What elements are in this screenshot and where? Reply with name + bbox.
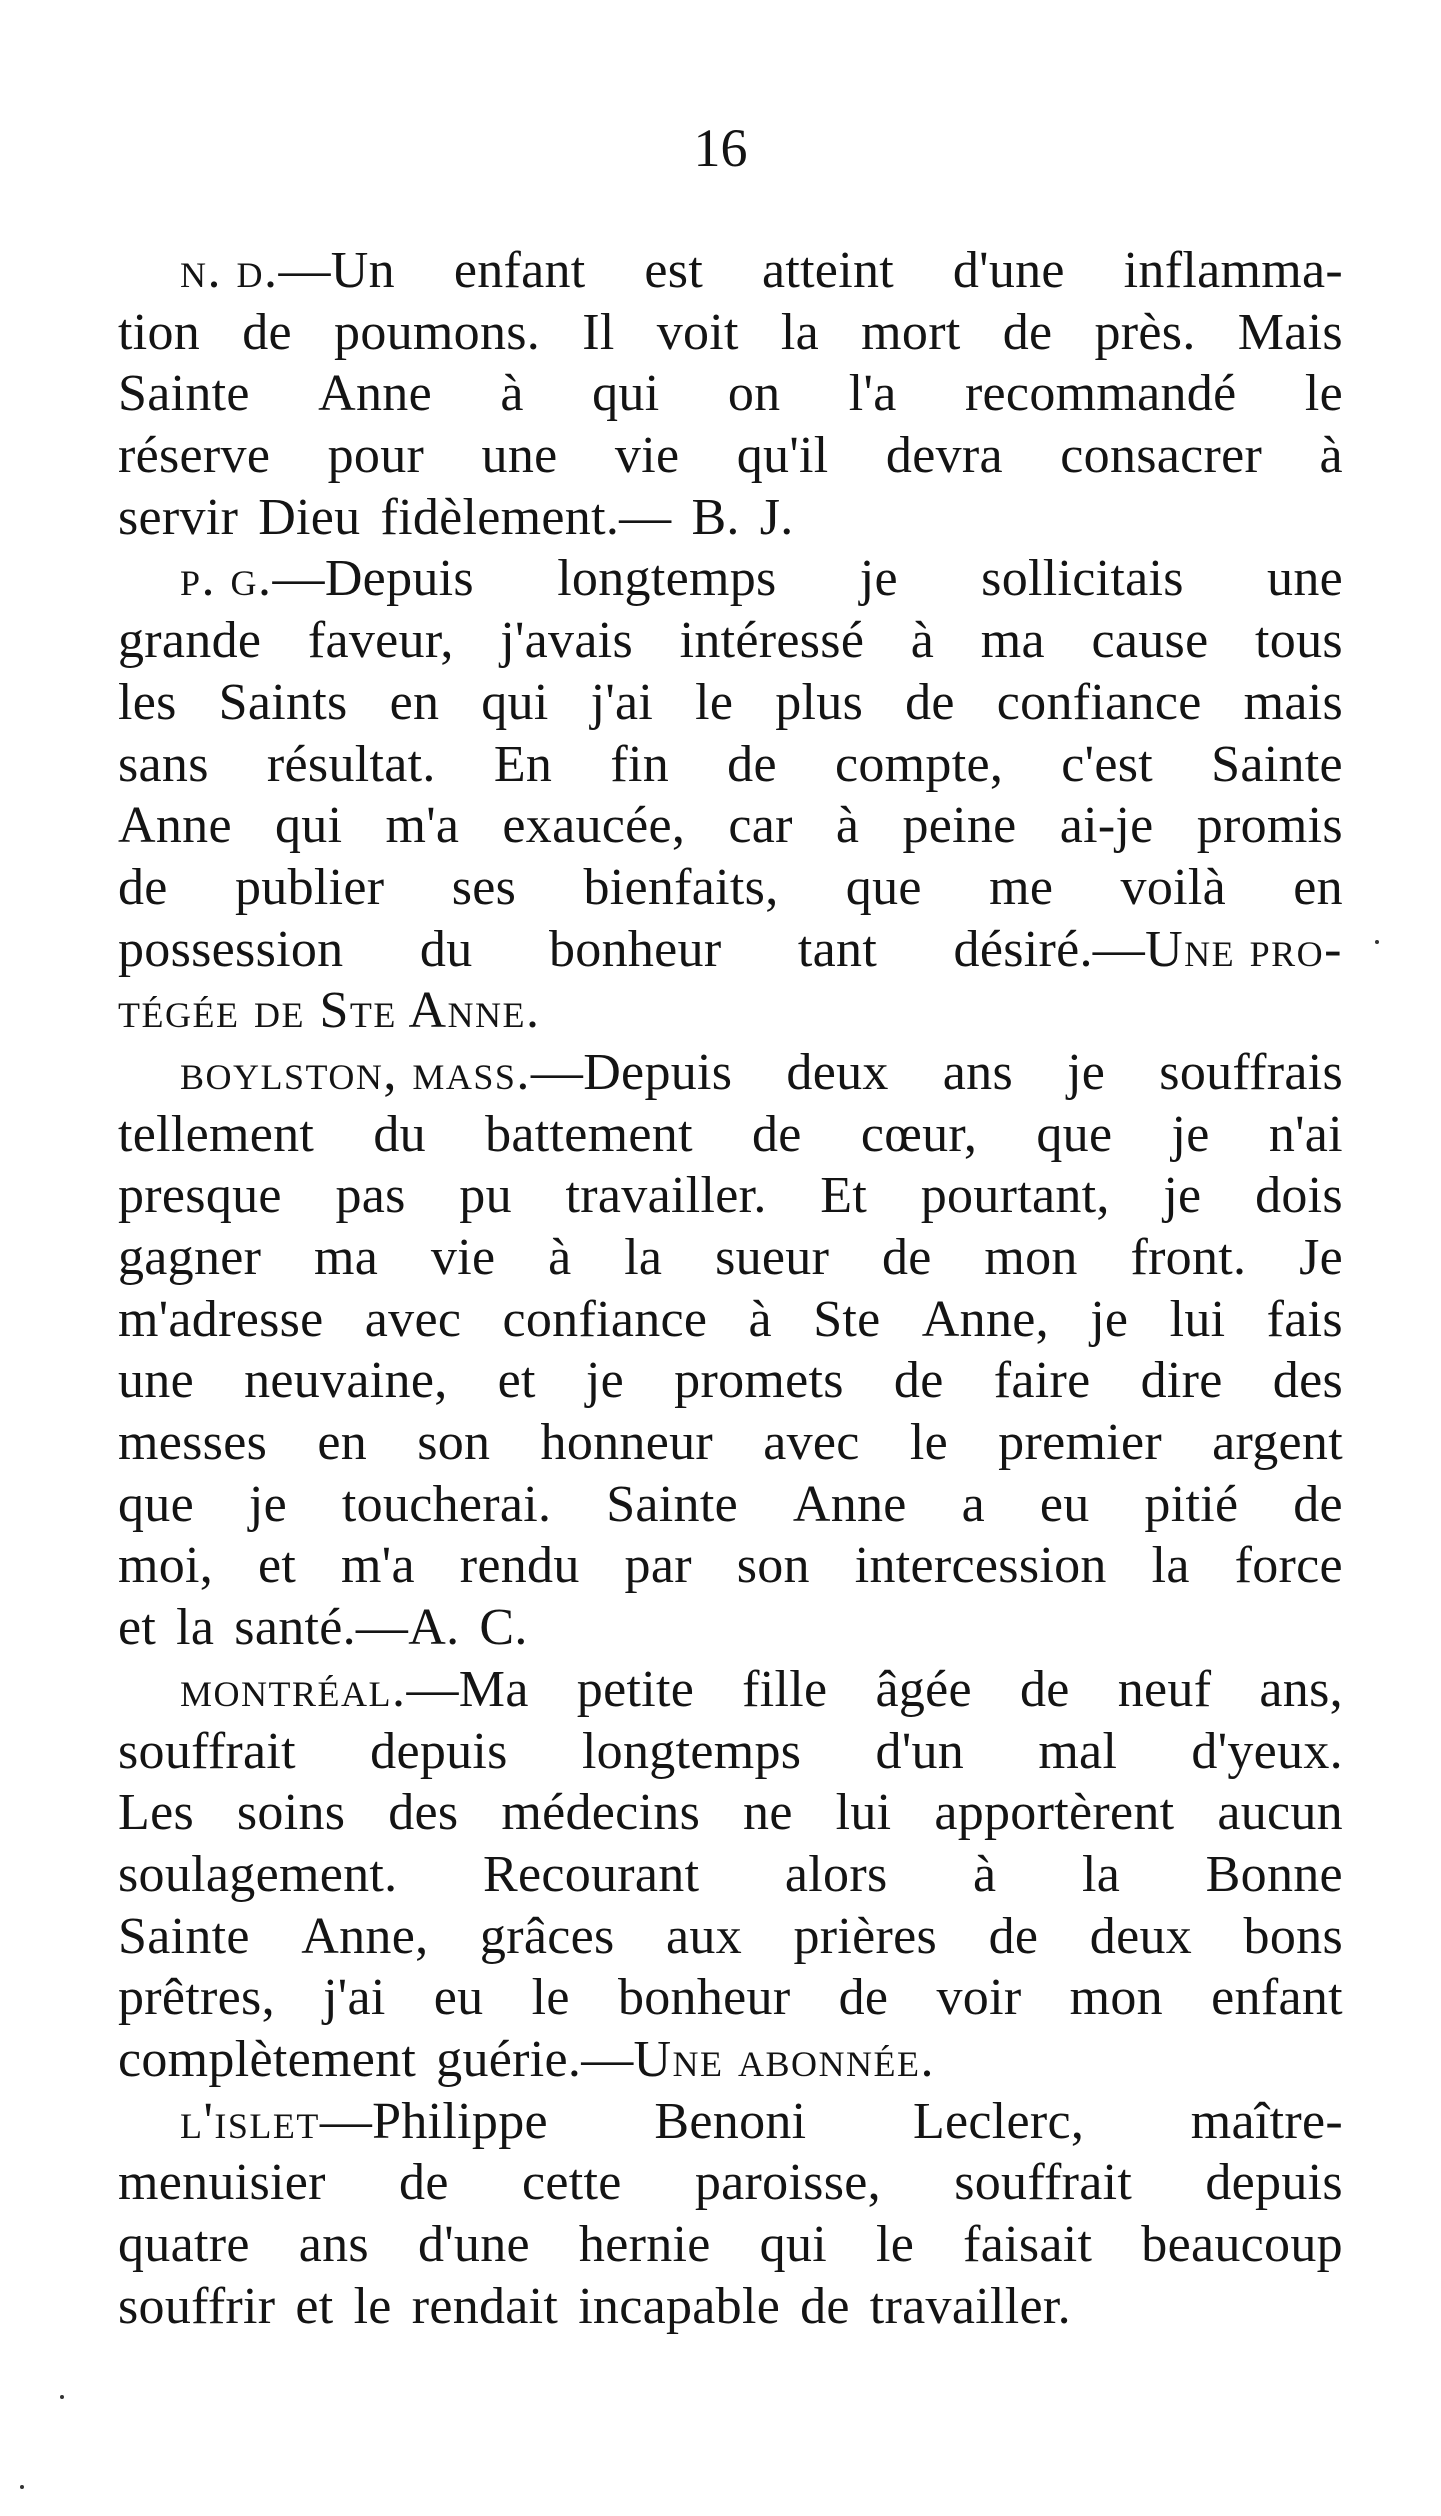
word: Anne, xyxy=(921,1290,1049,1348)
word: souffrait xyxy=(954,2154,1133,2212)
word: inflamma- xyxy=(1123,242,1343,299)
word: de xyxy=(752,1105,802,1163)
word: bons xyxy=(1243,1907,1343,1965)
word: vie xyxy=(614,427,680,485)
word: atteint xyxy=(761,242,894,299)
word: je xyxy=(1090,1290,1129,1348)
word: ans xyxy=(298,2216,369,2273)
word: le xyxy=(531,1969,570,2027)
word: pas xyxy=(335,1167,406,1225)
word: promis xyxy=(1196,797,1343,855)
word: et xyxy=(118,1599,157,1657)
word: peine xyxy=(902,797,1017,855)
word: je xyxy=(585,1352,625,1410)
word: souffrais xyxy=(1159,1043,1343,1101)
word: guérie.—Une abonnée. xyxy=(436,2030,936,2088)
word: grâces xyxy=(479,1907,615,1965)
text-line xyxy=(118,1597,1343,1659)
word: à xyxy=(548,1229,572,1286)
word: servir xyxy=(118,488,239,546)
word: en xyxy=(389,673,440,731)
word: pourtant, xyxy=(920,1167,1110,1225)
word: c'est xyxy=(1061,735,1153,793)
word: fin xyxy=(610,735,669,793)
text-line xyxy=(118,980,1343,1042)
text-line xyxy=(118,857,1343,919)
word: ans xyxy=(942,1043,1013,1101)
word: on xyxy=(727,365,781,423)
page-number: 16 xyxy=(693,118,748,178)
word: en xyxy=(1293,858,1343,916)
word: tellement xyxy=(118,1105,315,1163)
word: à xyxy=(973,1845,997,1903)
word: près. xyxy=(1094,303,1196,361)
word: quatre xyxy=(118,2216,250,2273)
word: exaucée, xyxy=(502,797,686,855)
text-line xyxy=(118,1535,1343,1597)
text-line xyxy=(118,795,1343,857)
word: souffrir xyxy=(118,2277,276,2335)
word: je xyxy=(248,1475,287,1533)
word: voit xyxy=(656,303,739,361)
word: la xyxy=(780,303,820,361)
word: m'a xyxy=(385,797,460,855)
text-line xyxy=(118,610,1343,672)
word: aux xyxy=(666,1907,742,1965)
word: poumons. xyxy=(334,303,541,361)
word: plus xyxy=(775,673,864,731)
word: en xyxy=(317,1414,367,1472)
word: car xyxy=(728,797,793,855)
word: mort xyxy=(861,303,961,361)
word: âgée xyxy=(875,1660,972,1718)
word: j'ai xyxy=(323,1969,386,2027)
text-line xyxy=(118,1967,1343,2029)
text-line xyxy=(118,2276,1343,2338)
word: avec xyxy=(763,1414,860,1472)
word: la xyxy=(1151,1537,1190,1595)
word: qui xyxy=(481,673,549,731)
word: l'islet—Philippe xyxy=(180,2092,548,2150)
word: santé.—A. xyxy=(234,1599,460,1657)
paragraph-first-line xyxy=(118,2091,1343,2153)
word: alors xyxy=(784,1845,888,1903)
word: mon xyxy=(1069,1969,1163,2027)
word: je xyxy=(1163,1167,1202,1225)
word: voilà xyxy=(1120,858,1226,916)
word: eu xyxy=(433,1969,484,2027)
word: de xyxy=(242,303,292,361)
word: l'a xyxy=(848,365,897,423)
text-line xyxy=(118,2029,1343,2091)
word: sollicitais xyxy=(981,550,1184,608)
word: argent xyxy=(1212,1414,1343,1472)
word: depuis xyxy=(370,1722,508,1780)
text-line xyxy=(118,1906,1343,1968)
word: du xyxy=(373,1105,426,1163)
word: menuisier xyxy=(118,2154,326,2212)
word: consacrer xyxy=(1060,427,1263,485)
word: le xyxy=(909,1414,948,1472)
word: promets xyxy=(674,1352,844,1410)
word: bonheur xyxy=(617,1969,791,2027)
word: pour xyxy=(327,427,425,485)
word: bienfaits, xyxy=(583,858,779,916)
word: des xyxy=(388,1784,459,1842)
word: je xyxy=(859,550,898,608)
word: deux xyxy=(1089,1907,1193,1965)
word: apportèrent xyxy=(934,1784,1175,1842)
word: confiance xyxy=(502,1290,708,1348)
word: à xyxy=(748,1290,772,1348)
word: fille xyxy=(742,1660,828,1718)
word: et xyxy=(497,1352,536,1410)
word: de xyxy=(1002,303,1053,361)
word: sueur xyxy=(715,1229,830,1286)
word: Recourant xyxy=(482,1845,700,1903)
word: grande xyxy=(118,612,262,670)
word: mal xyxy=(1038,1722,1118,1780)
text-line xyxy=(118,302,1343,364)
word: incapable xyxy=(578,2277,781,2335)
word: Ste xyxy=(813,1290,881,1348)
text-line xyxy=(118,1104,1343,1166)
word: son xyxy=(417,1414,491,1472)
word: et xyxy=(258,1537,297,1595)
word: cause xyxy=(1091,612,1209,670)
word: Anne xyxy=(792,1475,907,1533)
word: une xyxy=(118,1352,194,1410)
word: C. xyxy=(479,1599,528,1657)
word: n'ai xyxy=(1268,1105,1343,1163)
word: de xyxy=(905,673,955,731)
word: avec xyxy=(364,1290,462,1348)
word: En xyxy=(493,735,553,793)
word: de xyxy=(1293,1475,1343,1533)
word: que xyxy=(1036,1105,1113,1163)
word: la xyxy=(1081,1845,1121,1903)
word: longtemps xyxy=(557,550,777,608)
word: devra xyxy=(885,427,1003,485)
word: enfant xyxy=(453,242,586,299)
word: à xyxy=(835,797,860,855)
word: neuvaine, xyxy=(244,1352,448,1410)
word: pu xyxy=(459,1167,512,1225)
word: de xyxy=(893,1352,944,1410)
word: montréal.—Ma xyxy=(180,1660,529,1718)
word: de xyxy=(1019,1660,1070,1718)
word: le xyxy=(353,2277,392,2335)
word: Mais xyxy=(1237,303,1343,361)
word: lui xyxy=(1169,1290,1226,1348)
text-line xyxy=(118,425,1343,487)
text-line xyxy=(118,1474,1343,1536)
word: Anne xyxy=(118,797,232,855)
scan-speck xyxy=(60,2395,64,2399)
word: Sainte xyxy=(118,365,250,423)
text-line xyxy=(118,1782,1343,1844)
word: boylston, mass.—Depuis xyxy=(180,1043,733,1101)
word: depuis xyxy=(1205,2154,1343,2212)
paragraph-first-line xyxy=(118,548,1343,610)
text-line xyxy=(118,734,1343,796)
word: Sainte xyxy=(118,1907,250,1965)
word: Bonne xyxy=(1205,1845,1343,1903)
word: travailler. xyxy=(869,2277,1071,2335)
word: dois xyxy=(1255,1167,1343,1225)
word: Saints xyxy=(218,673,348,731)
word: premier xyxy=(998,1414,1162,1472)
word: de xyxy=(399,2154,449,2212)
word: Anne xyxy=(318,365,432,423)
text-line xyxy=(118,1350,1343,1412)
word: battement xyxy=(485,1105,693,1163)
word: ma xyxy=(980,612,1045,670)
word: Anne, xyxy=(301,1907,429,1965)
text-line xyxy=(118,363,1343,425)
word: une xyxy=(1267,550,1343,608)
word: J. xyxy=(759,488,794,546)
word: tion xyxy=(118,303,201,361)
word: la xyxy=(176,1599,215,1657)
word: Leclerc, xyxy=(912,2092,1085,2150)
word: enfant xyxy=(1211,1969,1343,2027)
word: Je xyxy=(1299,1229,1343,1286)
text-line xyxy=(118,487,1343,549)
word: longtemps xyxy=(581,1722,802,1780)
word: travailler. xyxy=(565,1167,767,1225)
word: Dieu xyxy=(258,488,361,546)
word: Il xyxy=(582,303,615,361)
word: à xyxy=(910,612,935,670)
word: qui xyxy=(274,797,343,855)
word: compte, xyxy=(834,735,1004,793)
word: hernie xyxy=(578,2216,711,2273)
word: m'a xyxy=(341,1537,415,1595)
text-line xyxy=(118,1289,1343,1351)
word: prêtres, xyxy=(118,1969,275,2027)
word: à xyxy=(1319,427,1343,485)
word: fidèlement.— xyxy=(380,488,672,546)
word: médecins xyxy=(501,1784,701,1842)
word: d'une xyxy=(952,242,1065,299)
word: soulagement. xyxy=(118,1845,398,1903)
word: que xyxy=(845,858,922,916)
word: de xyxy=(988,1907,1039,1965)
word: beaucoup xyxy=(1141,2216,1343,2273)
word: moi, xyxy=(118,1537,214,1595)
word: souffrait xyxy=(118,1722,296,1780)
word: tant xyxy=(797,920,878,978)
word: cœur, xyxy=(860,1105,978,1163)
word: deux xyxy=(786,1043,889,1101)
word: Les xyxy=(118,1784,194,1842)
word: qui xyxy=(592,365,660,423)
word: presque xyxy=(118,1167,282,1225)
scan-speck xyxy=(20,2485,24,2489)
word: ans, xyxy=(1259,1660,1343,1718)
word: désiré.—Une pro- xyxy=(953,920,1343,978)
word: sans xyxy=(118,735,209,793)
word: gagner xyxy=(118,1229,262,1286)
word: pitié xyxy=(1144,1475,1239,1533)
word: neuf xyxy=(1117,1660,1212,1718)
word: faveur, xyxy=(307,612,454,670)
word: j'avais xyxy=(500,612,634,670)
word: de xyxy=(881,1229,932,1286)
word: force xyxy=(1234,1537,1343,1595)
word: son xyxy=(736,1537,810,1595)
word: ses xyxy=(451,858,517,916)
word: toucherai. xyxy=(341,1475,552,1533)
text-line xyxy=(118,1165,1343,1227)
word: Benoni xyxy=(654,2092,807,2150)
word: par xyxy=(624,1537,692,1595)
word: d'un xyxy=(875,1722,965,1780)
word: ma xyxy=(314,1229,379,1286)
word: m'adresse xyxy=(118,1290,324,1348)
word: la xyxy=(624,1229,663,1286)
word: réserve xyxy=(118,427,271,485)
word: bonheur xyxy=(548,920,722,978)
word: lui xyxy=(835,1784,892,1842)
word: B. xyxy=(691,488,740,546)
word: intercession xyxy=(854,1537,1107,1595)
word: résultat. xyxy=(266,735,436,793)
text-line xyxy=(118,919,1343,981)
text-line xyxy=(118,1227,1343,1289)
word: tous xyxy=(1255,612,1343,670)
word: d'une xyxy=(417,2216,530,2273)
word: publier xyxy=(234,858,385,916)
word: petite xyxy=(576,1660,695,1718)
word: voir xyxy=(936,1969,1022,2027)
word: n. d.—Un xyxy=(180,242,395,299)
word: les xyxy=(118,673,177,731)
body-text xyxy=(118,240,1343,2337)
word: aucun xyxy=(1217,1784,1343,1842)
word: qu'il xyxy=(736,427,829,485)
word: p. g.—Depuis xyxy=(180,550,474,608)
word: le xyxy=(876,2216,915,2273)
word: d'yeux. xyxy=(1191,1722,1343,1780)
word: faire xyxy=(993,1352,1091,1410)
word: confiance xyxy=(996,673,1202,731)
word: messes xyxy=(118,1414,268,1472)
word: de xyxy=(727,735,777,793)
paragraph-first-line xyxy=(118,1659,1343,1721)
paragraph-first-line xyxy=(118,240,1343,302)
word: recommandé xyxy=(964,365,1237,423)
word: que xyxy=(118,1475,194,1533)
word: ne xyxy=(743,1784,793,1842)
word: j'ai xyxy=(590,673,654,731)
text-line xyxy=(118,1844,1343,1906)
word: du xyxy=(419,920,473,978)
text-line xyxy=(118,672,1343,734)
word: Et xyxy=(820,1167,868,1225)
word: maître- xyxy=(1190,2092,1343,2150)
word: fais xyxy=(1266,1290,1343,1348)
word: eu xyxy=(1039,1475,1090,1533)
paragraph-first-line xyxy=(118,1042,1343,1104)
word: front. xyxy=(1130,1229,1247,1286)
word: Sainte xyxy=(606,1475,738,1533)
word: de xyxy=(118,858,168,916)
text-line xyxy=(118,1412,1343,1474)
word: intéressé xyxy=(679,612,865,670)
word: à xyxy=(500,365,524,423)
word: vie xyxy=(430,1229,496,1286)
word: ai-je xyxy=(1059,797,1154,855)
word: je xyxy=(1171,1105,1210,1163)
word: cette xyxy=(521,2154,622,2212)
word: complètement xyxy=(118,2030,417,2088)
word: le xyxy=(695,673,734,731)
word: rendu xyxy=(459,1537,580,1595)
word: je xyxy=(1067,1043,1106,1101)
word: dire xyxy=(1140,1352,1223,1410)
word: de xyxy=(838,1969,889,2027)
word: Sainte xyxy=(1211,735,1343,793)
word: et xyxy=(295,2277,334,2335)
word: faisait xyxy=(963,2216,1093,2273)
word: qui xyxy=(759,2216,827,2273)
word: a xyxy=(961,1475,985,1533)
word: possession xyxy=(118,920,344,978)
word: soins xyxy=(236,1784,346,1842)
word: rendait xyxy=(411,2277,559,2335)
word: mon xyxy=(984,1229,1078,1286)
word: paroisse, xyxy=(694,2154,881,2212)
word: est xyxy=(644,242,704,299)
word: le xyxy=(1304,365,1343,423)
scan-speck xyxy=(1375,940,1379,944)
word: mais xyxy=(1243,673,1343,731)
word: honneur xyxy=(540,1414,714,1472)
word: de xyxy=(800,2277,850,2335)
word: me xyxy=(989,858,1054,916)
word: prières xyxy=(793,1907,938,1965)
word: tégée de Ste Anne. xyxy=(118,982,541,1040)
word: une xyxy=(481,427,558,485)
text-line xyxy=(118,2214,1343,2276)
text-line xyxy=(118,1721,1343,1783)
word: des xyxy=(1272,1352,1343,1410)
text-line xyxy=(118,2152,1343,2214)
